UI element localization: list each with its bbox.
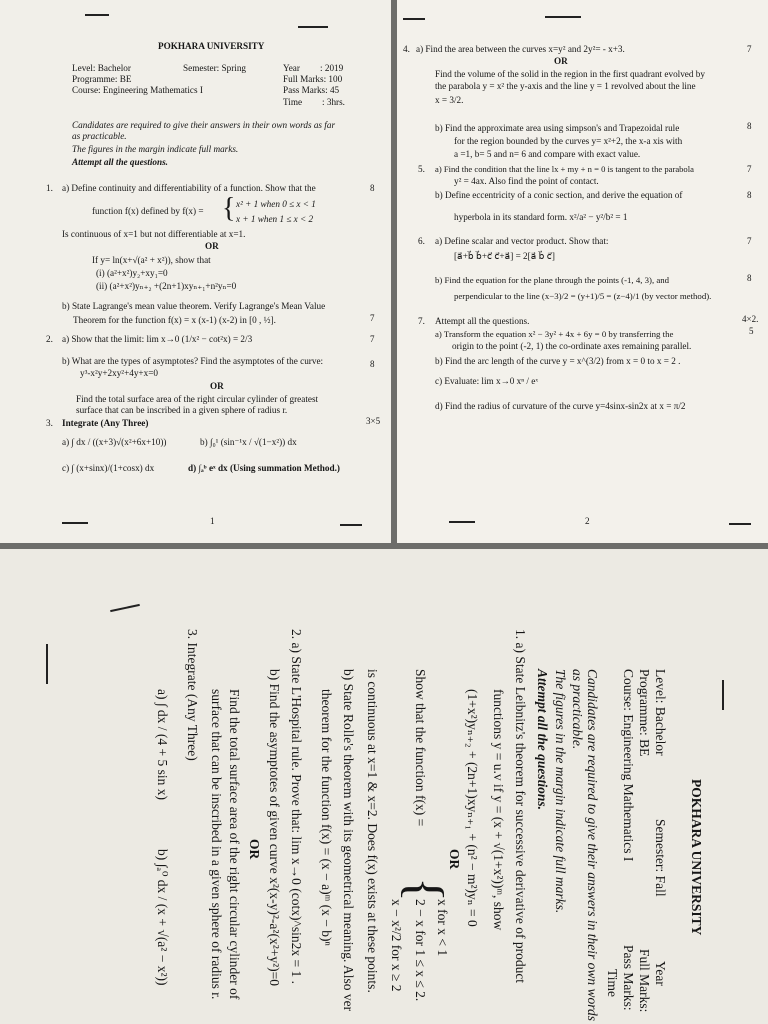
brace-symbol: { [396,877,453,902]
question-text: b) Find the arc length of the curve y = x^(3/2) from x = 0 to x = 2 . [435,356,681,366]
marks-value: 5 [749,326,754,336]
question-number: 5. [418,164,425,174]
question-title: Attempt all the questions. [435,316,530,326]
question-text: a) Find the condition that the line lx + my + n = 0 is tangent to the parabola [435,164,694,174]
question-text: function f(x) defined by f(x) = [92,206,204,216]
question-text: (1+x²)yₙ₊₂ + (2n+1)xyₙ₊₁ + (n² − m²)yₙ = 0 [465,689,480,927]
page-header-mark [545,16,581,18]
question-text: If y= ln(x+√(a² + x²)), show that [92,255,211,265]
question-text: d) Find the radius of curvature of the curve y=4sinx-sin2x at x = π/2 [435,401,686,411]
piecewise-case: x² + 1 when 0 ≤ x < 1 [236,199,316,209]
question-title: 3. Integrate (Any Three) [185,629,200,761]
exam-page-2 [397,0,768,543]
question-text: a) Find the area between the curves x=y² and 2y²= - x+3. [416,44,625,54]
question-text: b) Find the equation for the plane through the points (-1, 4, 3), and [435,275,670,285]
question-text: the parabola y = x² the y-axis and the line y = 1 revolved about the line [435,81,696,91]
instruction-line: as practicable. [72,131,127,141]
pass-marks-info: Pass Marks: [621,945,636,1011]
marks-value: 7 [747,164,752,174]
question-number: 1. [46,183,53,193]
instruction-line: as practicable. [570,669,585,750]
marks-value: 8 [370,359,375,369]
instruction-line: Candidates are required to give their answers in their own words [585,669,600,1021]
level-info: Level: Bachelor [653,669,668,756]
exam-page-1 [0,0,391,543]
question-text: b) State Rolle's theorem with its geometrical meaning. Also ver [341,669,356,1012]
university-title: POKHARA UNIVERSITY [689,779,704,936]
or-separator: OR [247,839,262,860]
marks-value: 8 [747,273,752,283]
marks-value: 3×5 [366,416,381,426]
piecewise-case: 2 − x for 1 ≤ x ≤ 2. [413,899,428,1002]
question-text: perpendicular to the line (x−3)/2 = (y+1)/5 = (z−4)/1 (by vector method). [454,291,712,301]
integral-item: b) ∫₀¹ (sin⁻¹x / √(1−x²)) dx [200,437,297,447]
page-footer-mark [729,523,751,525]
question-text: a) Transform the equation x² − 3y² + 4x + 6y = 0 by transferring the [435,329,674,339]
question-text: is continuous at x=1 & x=2. Does f(x) exists at these points. [365,669,380,993]
year-label: Year [653,961,668,986]
or-separator: OR [210,381,224,391]
piecewise-case: x + 1 when 1 ≤ x < 2 [236,214,314,224]
question-text: b) Define eccentricity of a conic section, and derive the equation of [435,190,683,200]
time-label: Time [605,969,620,998]
integral-item: b) ∫ₐ⁰ dx / (x + √(a² − x²)) [155,849,170,986]
marks-value: 8 [747,190,752,200]
marks-value: 7 [370,334,375,344]
brace-symbol: { [222,193,236,224]
marks-value: 7 [747,236,752,246]
question-text: Theorem for the function f(x) = x (x-1) (x-2) in [0 , ½]. [73,315,276,325]
question-text: 1. a) State Leibnitz's theorem for successive derivative of product [513,629,528,984]
question-text: (ii) (a²+x²)yₙ₊₂ +(2n+1)xyₙ₊₁+n²yₙ=0 [96,281,237,291]
instruction-line: Candidates are required to give their answers in their own words as far [72,120,336,130]
question-text: Is continuous of x=1 but not differentiable at x=1. [62,229,246,239]
time-value: : 3hrs. [322,97,345,107]
question-number: 6. [418,236,425,246]
page-footer-mark [449,521,475,523]
level-info: Level: Bachelor [72,63,131,73]
integral-item: a) ∫ dx / (4 + 5 sin x) [155,689,170,801]
question-text: (i) (a²+x²)y₂+xy₁=0 [96,268,168,278]
marks-value: 4×2. [742,314,759,324]
question-text: b) State Lagrange's mean value theorem. Verify Lagrange's Mean Value [62,301,326,311]
page-footer-mark [62,522,88,524]
rotated-content [0,549,768,1024]
year-value: : 2019 [320,63,344,73]
integral-item: a) ∫ dx / ((x+3)√(x²+6x+10)) [62,437,167,447]
or-separator: OR [205,241,219,251]
page-header-mark [403,18,425,20]
question-text: a) Show that the limit: lim x→0 (1/x² − cot²x) = 2/3 [62,334,253,344]
question-text: surface that can be inscribed in a given sphere of radius r. [209,689,224,1000]
question-text: x = 3/2. [435,95,464,105]
marks-value: 8 [370,183,375,193]
question-number: 2. [46,334,53,344]
question-number: 3. [46,418,53,428]
marks-value: 8 [747,121,752,131]
question-text: a) Define scalar and vector product. Show that: [435,236,609,246]
question-text: for the region bounded by the curves y= x²+2, the x-a xis with [454,136,683,146]
question-text: 2. a) State L'Hospital rule. Prove that: lim x→0 (cotx)^sin2x = 1 . [289,629,304,984]
question-text: y² = 4ax. Also find the point of contact. [454,176,599,186]
instruction-line: Attempt all the questions. [72,157,168,167]
question-text: b) Find the approximate area using simpson's and Trapezoidal rule [435,123,680,133]
question-text: surface that can be inscribed in a given sphere of radius r. [76,405,288,415]
page-header-mark [85,14,109,16]
university-title: POKHARA UNIVERSITY [158,41,265,51]
page-number: 2 [585,516,590,526]
time-label: Time [283,97,303,107]
question-text: theorem for the function f(x) = (x − a)ᵐ (x − b)ⁿ [319,689,334,946]
or-separator: OR [554,56,568,66]
question-number: 4. [403,44,410,54]
instruction-line: The figures in the margin indicate full marks. [553,669,568,914]
full-marks-info: Full Marks: [637,949,652,1013]
piecewise-case: x for x < 1 [435,899,450,957]
page-header-mark [298,26,328,28]
instruction-line: The figures in the margin indicate full marks. [72,144,239,154]
question-text: origin to the point (-2, 1) the co-ordinate axes remaining parallel. [452,341,692,351]
question-text: hyperbola in its standard form. x²/a² − y²/b² = 1 [454,212,628,222]
integral-item: c) ∫ (x+sinx)/(1+cosx) dx [62,463,155,473]
year-label: Year [283,63,300,73]
marks-value: 7 [370,313,375,323]
semester-info: Semester: Fall [653,819,668,897]
question-text: c) Evaluate: lim x→0 xⁿ / eˣ [435,376,539,386]
course-info: Course: Engineering Mathematics I [72,85,203,95]
programme-info: Programme: BE [72,74,132,84]
pass-marks-info: Pass Marks: 45 [283,85,340,95]
exam-page-3-rotated [0,549,768,1024]
full-marks-info: Full Marks: 100 [283,74,343,84]
question-text: b) What are the types of asymptotes? Find the asymptotes of the curve: [62,356,324,366]
semester-info: Semester: Spring [183,63,247,73]
question-text: Find the total surface area of the right circular cylinder of [227,689,242,1000]
question-number: 7. [418,316,425,326]
question-text: a =1, b= 5 and n= 6 and compare with exact value. [454,149,641,159]
course-info: Course: Engineering Mathematics I [621,669,636,862]
programme-info: Programme: BE [637,669,652,757]
question-text: functions y = u.v if y = (x + √(1+x²))ᵐ, show [491,689,506,931]
question-text: Find the total surface area of the right circular cylinder of greatest [76,394,319,404]
question-text: Show that the function f(x) = [413,669,428,827]
page-number: 1 [210,516,215,526]
instruction-line: Attempt all the questions. [535,669,550,811]
integral-item: d) ∫ₐᵇ eˣ dx (Using summation Method.) [188,463,340,473]
or-separator: OR [447,849,462,870]
marks-value: 7 [747,44,752,54]
question-title: Integrate (Any Three) [62,418,149,428]
question-text: Find the volume of the solid in the region in the first quadrant evolved by [435,69,705,79]
question-text: [a⃗+b⃗ b⃗+c⃗ c⃗+a⃗] = 2[a⃗ b⃗ c⃗] [454,251,555,261]
piecewise-case: x − x²/2 for x ≥ 2 [389,899,404,992]
question-text: a) Define continuity and differentiability of a function. Show that the [62,183,316,193]
question-text: b) Find the asymptotes of given curve x²(x-y)²-a²(x²+y²)=0 [267,669,282,987]
question-text: y³-x²y+2xy²+4y+x=0 [80,368,158,378]
page-footer-mark [340,524,362,526]
